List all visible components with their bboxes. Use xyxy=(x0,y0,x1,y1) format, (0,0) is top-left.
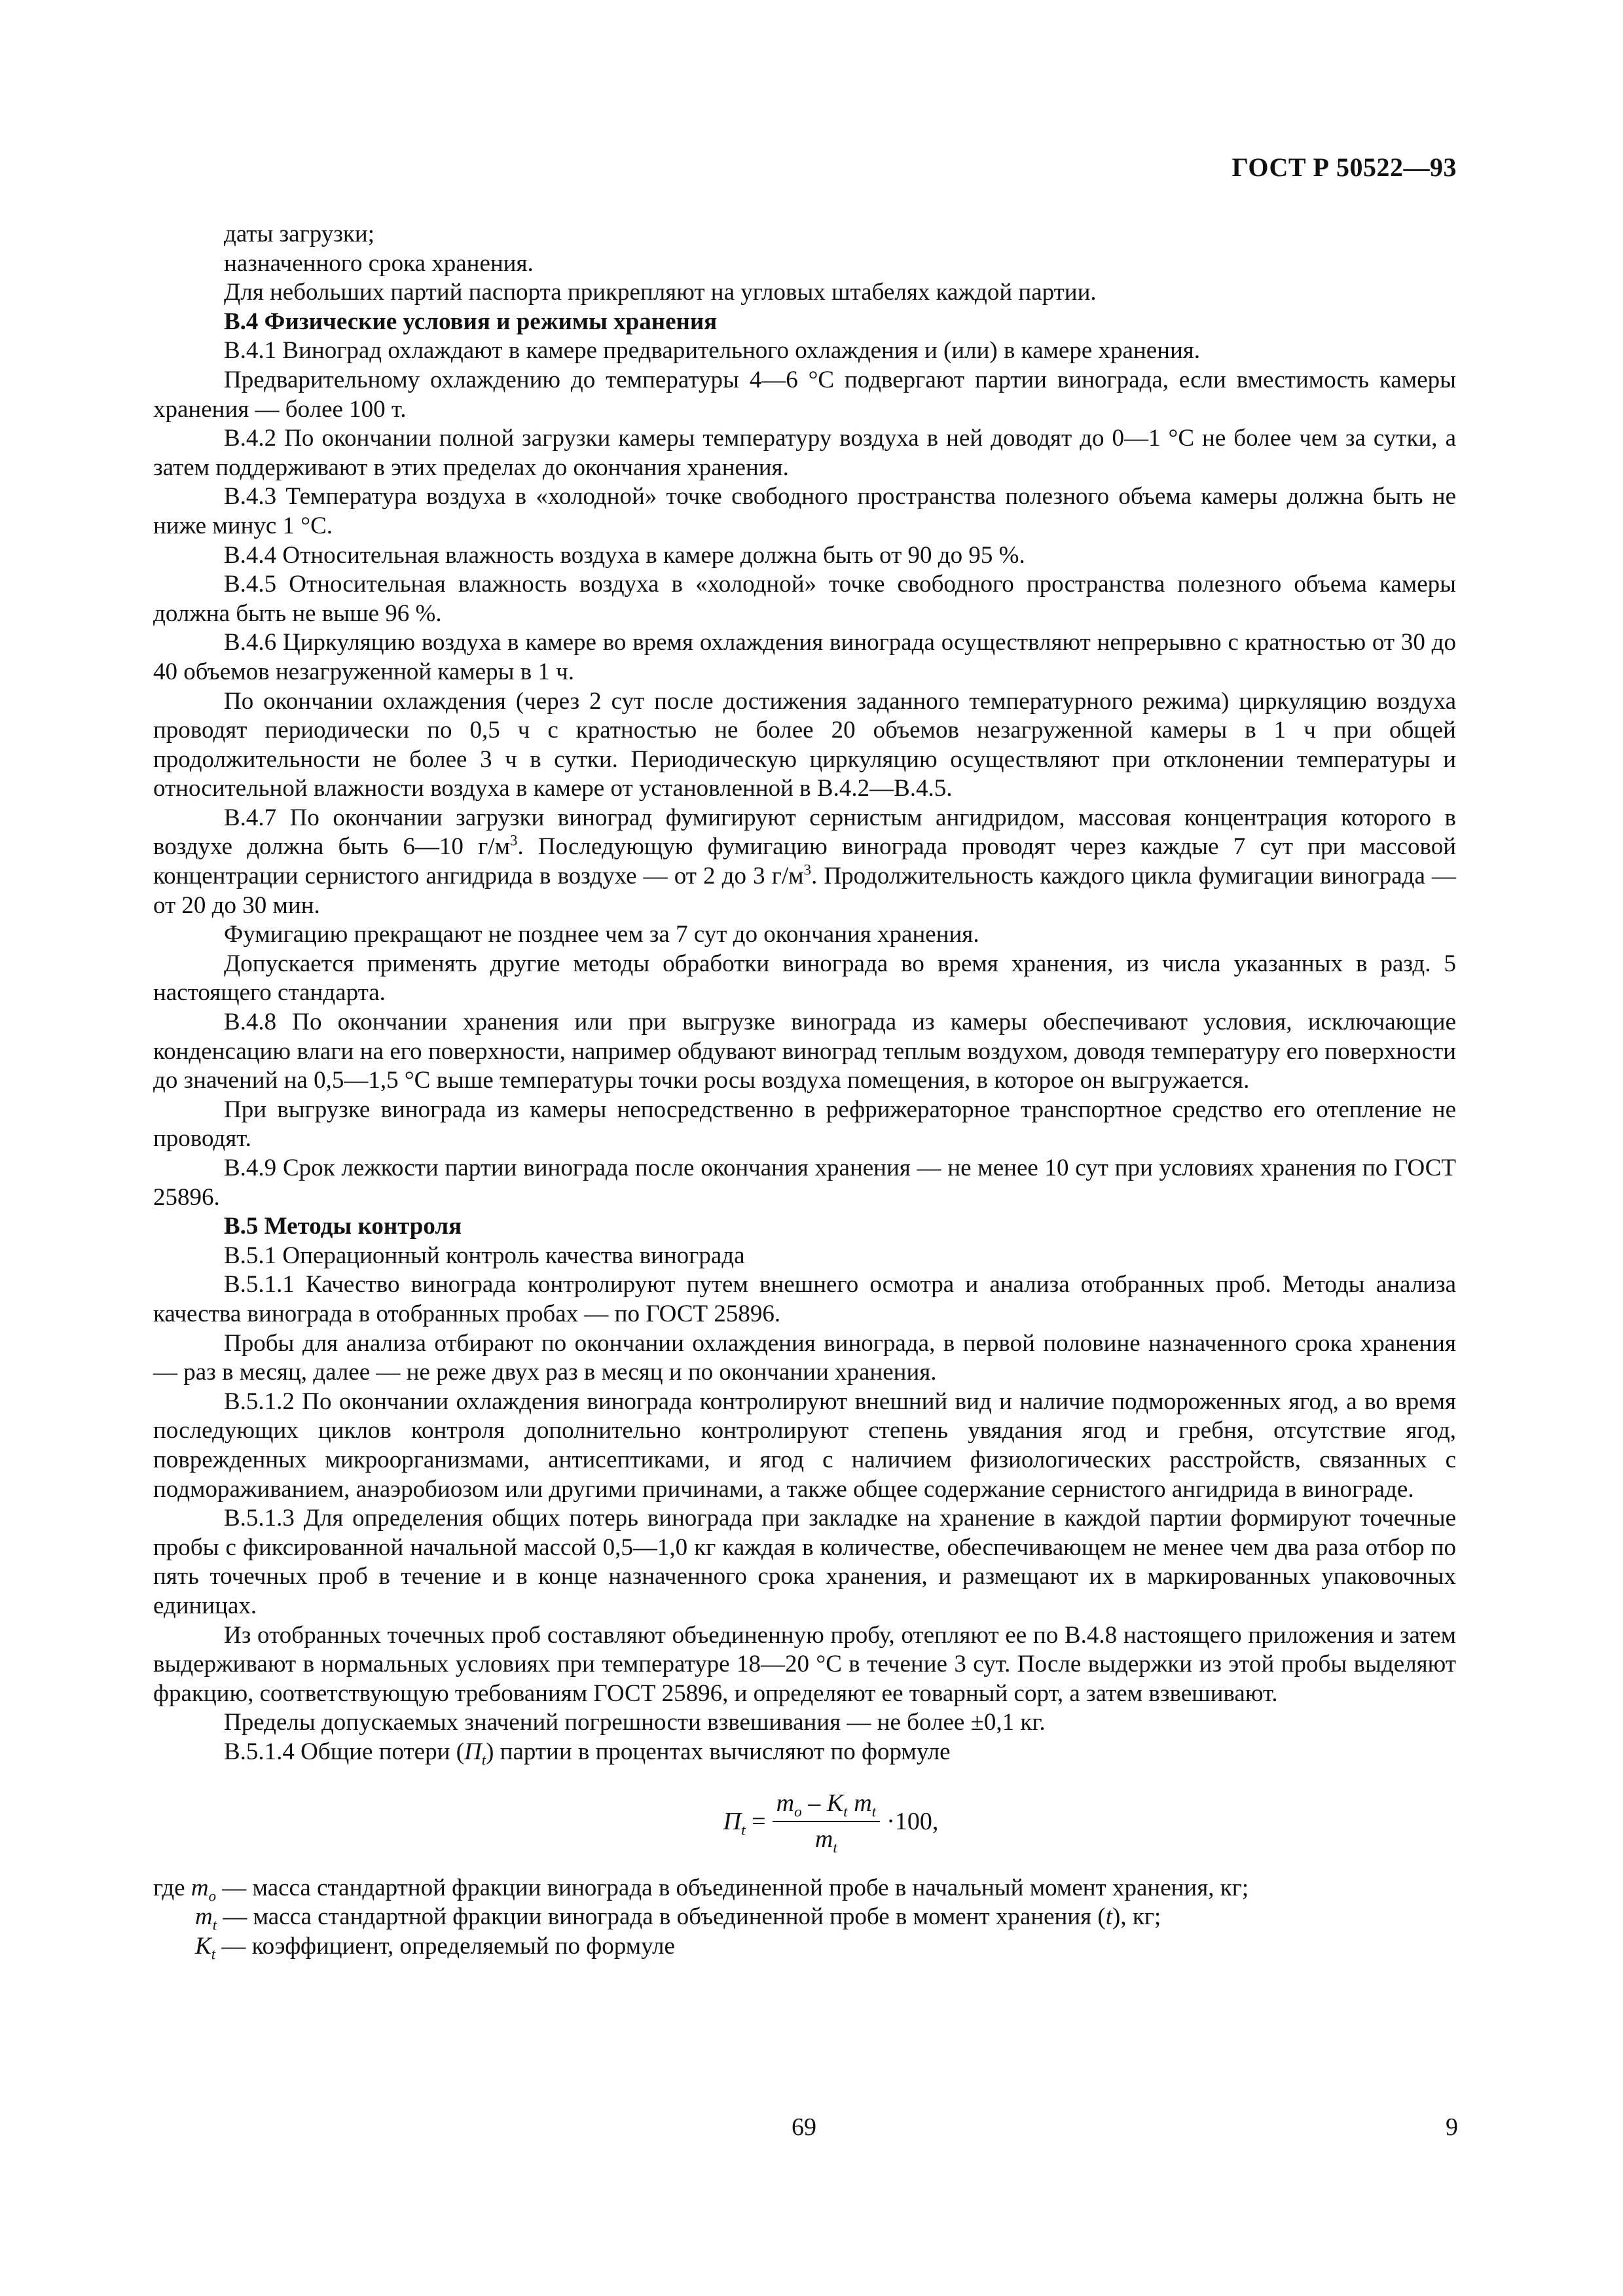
paragraph: В.4.5 Относительная влажность воздуха в «холодной» точке свободного пространства полезного объема камеры должна быть не выше 96 %. xyxy=(153,571,1456,627)
document-header: ГОСТ Р 50522—93 xyxy=(1231,152,1457,182)
page-number-right: 9 xyxy=(1446,2113,1458,2141)
formula-numerator: $m_o - K_t$ $m_t$ xyxy=(773,1789,881,1822)
paragraph: В.4.3 Температура воздуха в «холодной» точке свободного пространства полезного объема камеры должна быть не ниже минус 1 °С. xyxy=(153,483,1456,539)
section-heading: В.5 Методы контроля xyxy=(224,1213,462,1240)
paragraph: В.4.6 Циркуляцию воздуха в камере во время охлаждения винограда осуществляют непрерывно с кратностью от 30 до 40 объемов незагруженной камеры в 1 ч. xyxy=(153,629,1456,685)
paragraph: В.5.1.2 По окончании охлаждения винограда контролируют внешний вид и наличие подмороженных ягод, а во время последующих циклов контроля дополнительно контролируют степень увядания ягод и гребня, отсутствие ягод, поврежденных микроорганизмами, антисептиками, и ягод с наличием физиологических расстройств, связанных с подмораживанием, анаэробиозом или другими причинами, а также общее содержание сернистого ангидрида в винограде. xyxy=(153,1388,1456,1503)
paragraph: В.4.8 По окончании хранения или при выгрузке винограда из камеры обеспечивают условия, исключающие конденсацию влаги на его поверхности, например обдувают виноград теплым воздухом, доводя температуру его поверхности до значений на 0,5—1,5 °С выше температуры точки росы воздуха помещения, в которое он выгружается. xyxy=(153,1009,1456,1094)
paragraph: Пробы для анализа отбирают по окончании охлаждения винограда, в первой половине назначенного срока хранения — раз в месяц, далее — не реже двух раз в месяц и по окончании хранения. xyxy=(153,1329,1456,1386)
paragraph: В.4.4 Относительная влажность воздуха в камере должна быть от 90 до 95 %. xyxy=(224,541,1025,569)
paragraph: Предварительному охлаждению до температуры 4—6 °С подвергают партии винограда, если вместимость камеры хранения — более 100 т. xyxy=(153,366,1456,423)
paragraph: В.5.1.1 Качество винограда контролируют путем внешнего осмотра и анализа отобранных проб. Методы анализа качества винограда в отобранных пробах — по ГОСТ 25896. xyxy=(153,1271,1456,1327)
page-number-center: 69 xyxy=(792,2113,816,2141)
paragraph: В.4.9 Срок лежкости партии винограда после окончания хранения — не менее 10 сут при условиях хранения по ГОСТ 25896. xyxy=(153,1155,1456,1211)
paragraph: Пределы допускаемых значений погрешности взвешивания — не более ±0,1 кг. xyxy=(224,1709,1046,1736)
paragraph: В.5.1.3 Для определения общих потерь винограда при закладке на хранение в каждой партии формируют точечные пробы с фиксированной начальной массой 0,5—1,0 кг каждая в количестве, обеспечивающем не менее чем два раза отбор по пять точечных проб в течение и в конце назначенного срока хранения, и размещают их в маркированных упаковочных единицах. xyxy=(153,1505,1456,1619)
formula-lhs: $П_t$ = xyxy=(723,1807,766,1839)
formula-block xyxy=(153,1789,1456,1857)
paragraph: В.4.1 Виноград охлаждают в камере предварительного охлаждения и (или) в камере хранения. xyxy=(224,337,1201,365)
paragraph: В.5.1 Операционный контроль качества винограда xyxy=(224,1242,745,1269)
paragraph: В.4.7 По окончании загрузки виноград фумигируют сернистым ангидридом, массовая концентрация которого в воздухе должна быть 6—10 $г/м^3$. Последующую фумигацию винограда проводят через каждые 7 сут при массовой концентрации сернистого ангидрида в воздухе — от 2 до 3 $г/м^3$. Продолжительность каждого цикла фумигации винограда — от 20 до 30 мин. xyxy=(153,804,1456,919)
paragraph: В.4.2 По окончании полной загрузки камеры температуру воздуха в ней доводят до 0—1 °С не более чем за сутки, а затем поддерживают в этих пределах до окончания хранения. xyxy=(153,425,1456,481)
definitions-list xyxy=(153,1874,1456,1962)
paragraph: Допускается применять другие методы обработки винограда во время хранения, из числа указанных в разд. 5 настоящего стандарта. xyxy=(153,950,1456,1007)
paragraph: При выгрузке винограда из камеры непосредственно в рефрижераторное транспортное средство его отепление не проводят. xyxy=(153,1096,1456,1153)
definition-line: $m_t$ — масса стандартной фракции винограда в объединенной пробе в момент хранения (t), кг; xyxy=(195,1903,1161,1933)
paragraph: Из отобранных точечных проб составляют объединенную пробу, отепляют ее по В.4.8 настоящего приложения и затем выдерживают в нормальных условиях при температуре 18—20 °С в течение 3 сут. После выдержки из этой пробы выделяют фракцию, соответствующую требованиям ГОСТ 25896, и определяют ее товарный сорт, а затем взвешивают. xyxy=(153,1621,1456,1707)
paragraph: В.5.1.4 Общие потери $(П_t)$ партии в процентах вычисляют по формуле xyxy=(224,1738,951,1768)
paragraph: Фумигацию прекращают не позднее чем за 7 сут до окончания хранения. xyxy=(224,921,979,948)
paragraph: даты загрузки; xyxy=(224,221,374,247)
paragraph-list xyxy=(153,220,1456,1767)
definition-line: где $m_o$ — масса стандартной фракции винограда в объединенной пробе в начальный момент хранения, кг; xyxy=(153,1874,1249,1905)
section-heading: В.4 Физические условия и режимы хранения xyxy=(224,308,718,335)
formula-denominator: $m_t$ xyxy=(814,1825,837,1857)
document-body xyxy=(153,220,1456,1961)
formula-tail: ·100, xyxy=(886,1807,939,1835)
formula-fraction xyxy=(773,1789,881,1857)
definition-line: $K_t$ — коэффициент, определяемый по формуле xyxy=(195,1932,675,1963)
paragraph: Для небольших партий паспорта прикрепляют на угловых штабелях каждой партии. xyxy=(224,279,1097,306)
paragraph: назначенного срока хранения. xyxy=(224,249,534,277)
paragraph: По окончании охлаждения (через 2 сут после достижения заданного температурного режима) циркуляцию воздуха проводят периодически по 0,5 ч с кратностью не более 20 объемов незагруженной камеры в 1 ч при общей продолжительности не более 3 ч в сутки. Периодическую циркуляцию осуществляют при отклонении температуры и относительной влажности воздуха в камере от установленной в В.4.2—В.4.5. xyxy=(153,687,1456,802)
